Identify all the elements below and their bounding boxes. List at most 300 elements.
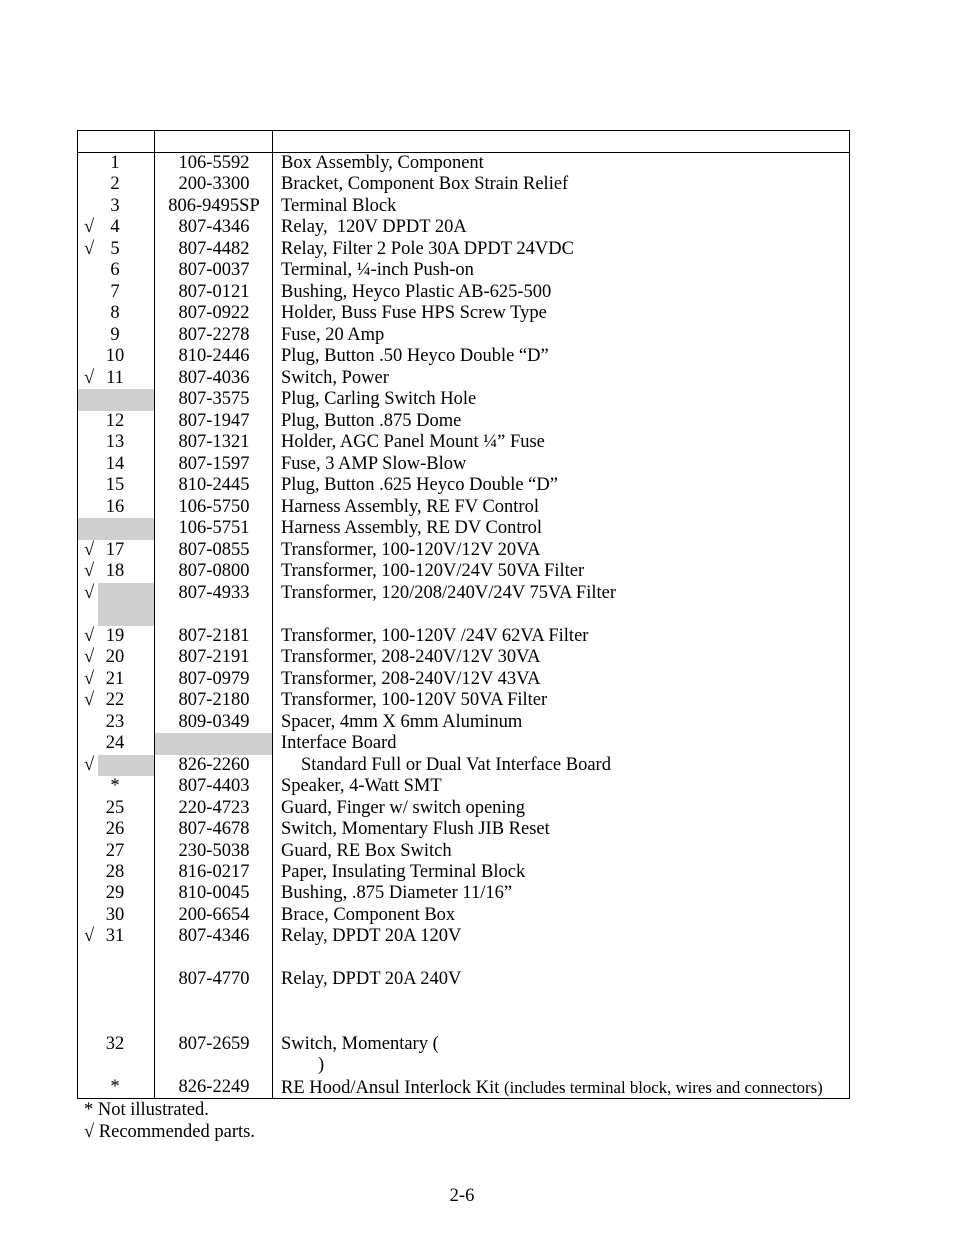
description-cell [273, 282, 849, 303]
table-row [78, 841, 849, 862]
description-cell [273, 196, 849, 217]
description: Transformer, 120/208/240V/24V 75VA Filter [281, 582, 617, 603]
item-cell [78, 1012, 155, 1033]
description: Plug, Carling Switch Hole [281, 389, 477, 410]
item-cell [78, 325, 155, 346]
part-number: 230-5038 [178, 840, 250, 861]
item-cell [78, 303, 155, 324]
item-number: 11 [106, 367, 124, 388]
item-cell [78, 798, 155, 819]
description: Transformer, 208-240V/12V 30VA [281, 647, 541, 668]
description-note: (includes terminal block, wires and connectors) [504, 1077, 823, 1097]
part-number-cell [155, 454, 273, 475]
part-number-cell [155, 926, 273, 947]
item-cell [78, 561, 155, 582]
item-number: 13 [105, 432, 125, 453]
part-number-cell [155, 626, 273, 647]
item-cell [78, 153, 155, 174]
table-row [78, 260, 849, 281]
item-cell [78, 755, 155, 776]
table-row [78, 1077, 849, 1098]
item-number: 19 [105, 625, 125, 646]
part-number: 807-2659 [178, 1033, 250, 1054]
table-row [78, 454, 849, 475]
part-number-cell [155, 905, 273, 926]
description-cell [273, 583, 849, 604]
description: Transformer, 100-120V /24V 62VA Filter [281, 625, 589, 646]
part-number-cell [155, 389, 273, 410]
part-number: 807-0800 [178, 561, 250, 582]
part-number: 200-3300 [178, 174, 250, 195]
part-number: 200-6654 [178, 904, 250, 925]
description-cell [273, 798, 849, 819]
description: Guard, Finger w/ switch opening [281, 797, 526, 818]
part-number: 806-9495SP [168, 195, 260, 216]
part-number-cell [155, 497, 273, 518]
part-number-cell [155, 518, 273, 539]
description: Spacer, 4mm X 6mm Aluminum [281, 711, 523, 732]
part-number-cell [155, 153, 273, 174]
table-row [78, 475, 849, 496]
description: Terminal, ¼-inch Push-on [281, 260, 474, 281]
item-cell [78, 346, 155, 367]
description-cell [273, 905, 849, 926]
description-cell [273, 755, 849, 776]
part-number-cell [155, 346, 273, 367]
item-cell [78, 389, 155, 410]
description: Box Assembly, Component [281, 153, 484, 173]
part-number: 807-4678 [178, 819, 250, 840]
description: Switch, Momentary Flush JIB Reset [281, 819, 550, 840]
description: Brace, Component Box [281, 904, 456, 925]
description-cell [273, 303, 849, 324]
item-cell [78, 432, 155, 453]
item-number: 15 [105, 475, 125, 496]
description: Paper, Insulating Terminal Block [281, 861, 526, 882]
part-number: 807-2180 [178, 690, 250, 711]
item-number: 12 [105, 410, 125, 431]
description: Holder, Buss Fuse HPS Screw Type [281, 303, 547, 324]
description-cell [273, 733, 849, 754]
shaded-area [98, 604, 155, 625]
item-cell [78, 174, 155, 195]
description: Holder, AGC Panel Mount ¼” Fuse [281, 432, 545, 453]
description-cell [273, 969, 849, 990]
table-row [78, 346, 849, 367]
table-row [78, 991, 849, 1012]
item-number: 20 [105, 647, 125, 668]
description-cell [273, 389, 849, 410]
description-cell [273, 926, 849, 947]
part-number: 807-1321 [178, 432, 250, 453]
part-number-cell [155, 755, 273, 776]
description: Fuse, 20 Amp [281, 324, 385, 345]
description: ) [318, 1055, 325, 1076]
table-row [78, 690, 849, 711]
item-cell [78, 411, 155, 432]
table-row [78, 325, 849, 346]
description: Transformer, 100-120V 50VA Filter [281, 690, 548, 711]
table-row [78, 883, 849, 904]
part-number-cell [155, 432, 273, 453]
item-cell [78, 733, 155, 754]
item-number: 32 [105, 1033, 125, 1054]
part-number: 220-4723 [178, 797, 250, 818]
table-row [78, 819, 849, 840]
table-row [78, 540, 849, 561]
description-cell [273, 690, 849, 711]
item-number: 28 [105, 861, 125, 882]
item-number: 10 [105, 346, 125, 367]
item-cell [78, 217, 155, 238]
header-cell-item [78, 131, 155, 152]
description: Transformer, 100-120V/24V 50VA Filter [281, 561, 585, 582]
part-number: 807-4036 [178, 367, 250, 388]
description-cell [273, 1077, 849, 1098]
description: Relay, DPDT 20A 120V [281, 926, 462, 947]
part-number: 807-0855 [178, 539, 250, 560]
item-cell [78, 862, 155, 883]
part-number: 807-4403 [178, 776, 250, 797]
description: Plug, Button .625 Heyco Double “D” [281, 475, 558, 496]
part-number-cell [155, 475, 273, 496]
check-mark: √ [84, 367, 95, 388]
check-mark: √ [84, 217, 95, 238]
item-cell [78, 454, 155, 475]
item-number: 16 [105, 496, 125, 517]
item-cell [78, 196, 155, 217]
check-mark: √ [84, 647, 95, 668]
description: Harness Assembly, RE FV Control [281, 496, 539, 517]
item-cell [78, 647, 155, 668]
table-row [78, 432, 849, 453]
part-number: 807-0979 [178, 668, 250, 689]
description: Standard Full or Dual Vat Interface Board [301, 754, 611, 775]
description: Bracket, Component Box Strain Relief [281, 174, 569, 195]
table-row [78, 174, 849, 195]
part-number-cell [155, 798, 273, 819]
item-cell [78, 969, 155, 990]
column-divider [272, 131, 273, 1098]
item-cell [78, 690, 155, 711]
part-number-cell [155, 196, 273, 217]
table-row [78, 626, 849, 647]
table-row [78, 497, 849, 518]
table-row [78, 776, 849, 797]
table-row [78, 303, 849, 324]
header-cell-description [273, 131, 849, 152]
part-number: 826-2249 [178, 1076, 250, 1097]
item-number: 25 [105, 797, 125, 818]
part-number-cell [155, 604, 273, 625]
item-cell [78, 518, 155, 539]
description-cell [273, 346, 849, 367]
part-number-cell [155, 325, 273, 346]
part-number: 810-0045 [178, 883, 250, 904]
item-number: 4 [110, 217, 120, 238]
description-cell [273, 948, 849, 969]
item-number: 21 [105, 668, 125, 689]
part-number-cell [155, 733, 273, 754]
description: Terminal Block [281, 195, 397, 216]
part-number-cell [155, 561, 273, 582]
part-number-cell [155, 819, 273, 840]
part-number: 816-0217 [178, 861, 250, 882]
description: Plug, Button .50 Heyco Double “D” [281, 346, 549, 367]
item-number: 23 [105, 711, 125, 732]
item-cell [78, 948, 155, 969]
header-cell-part-number [155, 131, 273, 152]
part-number: 809-0349 [178, 711, 250, 732]
table-body [78, 153, 849, 1098]
table-row [78, 196, 849, 217]
description-cell [273, 561, 849, 582]
table-row [78, 1012, 849, 1033]
part-number: 807-0037 [178, 260, 250, 281]
item-number: 7 [110, 281, 120, 302]
description: Interface Board [281, 733, 397, 754]
item-cell [78, 1077, 155, 1098]
item-cell [78, 475, 155, 496]
item-cell [78, 239, 155, 260]
table-row [78, 733, 849, 754]
check-mark: √ [84, 668, 95, 689]
part-number-cell [155, 1034, 273, 1055]
description-cell [273, 239, 849, 260]
description-cell [273, 841, 849, 862]
description: Fuse, 3 AMP Slow-Blow [281, 453, 467, 474]
item-cell [78, 1034, 155, 1055]
item-number: 24 [105, 733, 125, 754]
table-row [78, 862, 849, 883]
part-number: 106-5592 [178, 153, 250, 173]
part-number: 106-5751 [178, 518, 250, 539]
item-cell [78, 497, 155, 518]
part-number-cell [155, 583, 273, 604]
part-number-cell [155, 239, 273, 260]
description-cell [273, 1012, 849, 1033]
table-row [78, 926, 849, 947]
item-number: 18 [105, 561, 125, 582]
item-cell [78, 776, 155, 797]
part-number: 807-4770 [178, 969, 250, 990]
description-cell [273, 518, 849, 539]
table-row [78, 389, 849, 410]
footnote-not-illustrated: * Not illustrated. [84, 1100, 209, 1120]
check-mark: √ [84, 690, 95, 711]
table-row [78, 239, 849, 260]
table-row [78, 969, 849, 990]
part-number-cell [155, 776, 273, 797]
part-number-cell [155, 1055, 273, 1076]
table-row [78, 647, 849, 668]
column-divider [154, 131, 155, 1098]
item-number: 29 [105, 883, 125, 904]
description-cell [273, 368, 849, 389]
shaded-area [98, 755, 155, 776]
description: Speaker, 4-Watt SMT [281, 776, 442, 797]
shaded-area [98, 583, 155, 604]
part-number: 807-1597 [178, 453, 250, 474]
footnotes [84, 1100, 255, 1143]
description: Switch, Power [281, 367, 389, 388]
part-number: 807-2191 [178, 647, 250, 668]
item-number: 22 [105, 690, 125, 711]
description-cell [273, 540, 849, 561]
item-number: 1 [110, 153, 120, 173]
table-header-row [78, 131, 849, 153]
part-number: 810-2446 [178, 346, 250, 367]
part-number: 807-2181 [178, 625, 250, 646]
item-number: 6 [110, 260, 120, 281]
check-mark: √ [84, 754, 95, 775]
item-cell [78, 368, 155, 389]
description-cell [273, 776, 849, 797]
table-row [78, 948, 849, 969]
description: Bushing, .875 Diameter 11/16” [281, 883, 513, 904]
table-row [78, 282, 849, 303]
table-row [78, 561, 849, 582]
part-number-cell [155, 647, 273, 668]
part-number-cell [155, 282, 273, 303]
part-number-cell [155, 948, 273, 969]
description-cell [273, 475, 849, 496]
table-row [78, 905, 849, 926]
item-number: 17 [105, 539, 125, 560]
part-number: 807-0922 [178, 303, 250, 324]
part-number: 807-4482 [178, 238, 250, 259]
part-number: 826-2260 [178, 754, 250, 775]
check-mark: √ [84, 926, 95, 947]
table-row [78, 411, 849, 432]
description-cell [273, 497, 849, 518]
part-number-cell [155, 540, 273, 561]
part-number: 807-4933 [178, 582, 250, 603]
table-row [78, 518, 849, 539]
description-cell [273, 153, 849, 174]
check-mark: √ [84, 561, 95, 582]
item-cell [78, 282, 155, 303]
description: Relay, Filter 2 Pole 30A DPDT 24VDC [281, 238, 574, 259]
description-cell [273, 604, 849, 625]
part-number: 807-4346 [178, 926, 250, 947]
table-row [78, 583, 849, 604]
part-number: 807-0121 [178, 281, 250, 302]
item-cell [78, 540, 155, 561]
item-number: 8 [110, 303, 120, 324]
description-cell [273, 432, 849, 453]
part-number-cell [155, 883, 273, 904]
part-number-cell [155, 690, 273, 711]
item-number: 14 [105, 453, 125, 474]
item-cell [78, 841, 155, 862]
item-cell [78, 1055, 155, 1076]
check-mark: √ [84, 625, 95, 646]
item-cell [78, 905, 155, 926]
table-row [78, 153, 849, 174]
part-number: 807-4346 [178, 217, 250, 238]
part-number-cell [155, 1012, 273, 1033]
item-cell [78, 626, 155, 647]
item-cell [78, 819, 155, 840]
description: Switch, Momentary ( [281, 1033, 439, 1054]
check-mark: √ [84, 238, 95, 259]
item-cell [78, 883, 155, 904]
description: RE Hood/Ansul Interlock Kit [281, 1077, 505, 1098]
item-cell [78, 260, 155, 281]
check-mark: √ [84, 539, 95, 560]
parts-table [77, 130, 850, 1099]
part-number-cell [155, 969, 273, 990]
description-cell [273, 712, 849, 733]
footnote-recommended-parts: √ Recommended parts. [84, 1121, 255, 1142]
check-mark: √ [84, 582, 95, 603]
part-number-cell [155, 712, 273, 733]
table-row [78, 798, 849, 819]
item-number: 3 [110, 195, 120, 216]
part-number-cell [155, 1077, 273, 1098]
description: Bushing, Heyco Plastic AB-625-500 [281, 281, 552, 302]
item-cell [78, 712, 155, 733]
description: Guard, RE Box Switch [281, 840, 452, 861]
part-number-cell [155, 217, 273, 238]
description-cell [273, 325, 849, 346]
part-number-cell [155, 411, 273, 432]
page-number: 2-6 [449, 1186, 475, 1206]
description-cell [273, 174, 849, 195]
item-number: 30 [105, 904, 125, 925]
part-number-cell [155, 669, 273, 690]
item-cell [78, 926, 155, 947]
description: Harness Assembly, RE DV Control [281, 518, 543, 539]
part-number-cell [155, 841, 273, 862]
part-number: 807-1947 [178, 410, 250, 431]
table-row [78, 604, 849, 625]
table-row [78, 368, 849, 389]
table-row [78, 217, 849, 238]
item-number: 31 [105, 926, 125, 947]
part-number: 807-3575 [178, 389, 250, 410]
part-number: 810-2445 [178, 475, 250, 496]
description-cell [273, 454, 849, 475]
item-number: * [110, 1076, 120, 1097]
part-number: 807-2278 [178, 324, 250, 345]
part-number-cell [155, 862, 273, 883]
item-number: 2 [110, 174, 120, 195]
description: Relay, 120V DPDT 20A [281, 217, 467, 238]
table-row [78, 1055, 849, 1076]
description-cell [273, 991, 849, 1012]
part-number-cell [155, 303, 273, 324]
description-cell [273, 669, 849, 690]
item-cell [78, 583, 155, 604]
item-cell [78, 604, 155, 625]
description: Transformer, 100-120V/12V 20VA [281, 539, 541, 560]
part-number-cell [155, 174, 273, 195]
item-number: 26 [105, 819, 125, 840]
item-number: 5 [110, 238, 120, 259]
description-cell [273, 1055, 849, 1076]
description-cell [273, 647, 849, 668]
table-row [78, 712, 849, 733]
description-cell [273, 883, 849, 904]
part-number-cell [155, 368, 273, 389]
part-number: 106-5750 [178, 496, 250, 517]
part-number-cell [155, 260, 273, 281]
item-cell [78, 669, 155, 690]
description-cell [273, 411, 849, 432]
description: Transformer, 208-240V/12V 43VA [281, 668, 541, 689]
